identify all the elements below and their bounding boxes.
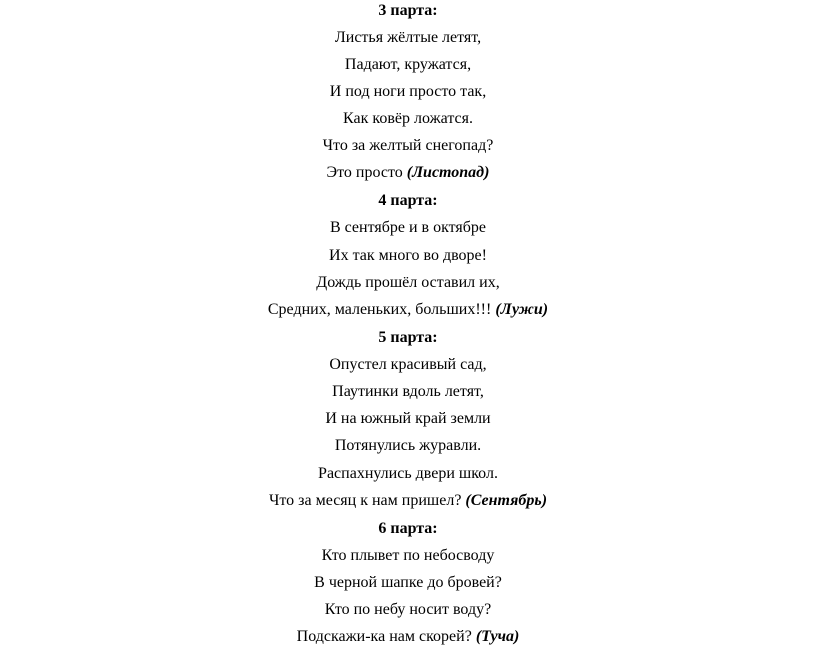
poem-answer-line — [0, 299, 816, 321]
poem-line: Листья жёлтые летят, — [334, 29, 482, 46]
stanza-heading: 6 парта: — [378, 520, 438, 537]
poem-line: Падают, кружатся, — [344, 56, 472, 73]
poem-line: Их так много во дворе! — [329, 247, 487, 264]
poem-line: Кто по небу носит воду? — [324, 601, 492, 618]
stanza-heading: 3 парта: — [378, 2, 438, 19]
poem-line: Что за желтый снегопад? — [322, 137, 494, 154]
poem-line: Как ковёр ложатся. — [343, 110, 473, 127]
poem-line-text: Подскажи-ка нам скорей? — [296, 628, 476, 645]
poem-line-text: Что за месяц к нам пришел? — [268, 492, 466, 509]
poem-line: Паутинки вдоль летят, — [332, 383, 484, 400]
poem-line: В сентябре и в октябре — [329, 219, 487, 236]
poem-line: Потянулись журавли. — [334, 437, 482, 454]
poem-line: В черной шапке до бровей? — [314, 574, 502, 591]
stanza-heading: 4 парта: — [378, 192, 438, 209]
poem-line: И на южный край земли — [325, 410, 491, 427]
riddle-answer: (Лужи) — [495, 301, 549, 318]
poem-line: Опустел красивый сад, — [329, 356, 487, 373]
poem-line-text: Это просто — [326, 164, 407, 181]
poem-line: Кто плывет по небосводу — [321, 547, 495, 564]
poem-line-text: Средних, маленьких, больших!!! — [267, 301, 496, 318]
stanza-heading: 5 парта: — [378, 329, 438, 346]
riddle-answer: (Туча) — [475, 628, 520, 645]
riddle-answer: (Сентябрь) — [465, 492, 548, 509]
poem-answer-line — [0, 490, 816, 512]
poem-line: Распахнулись двери школ. — [318, 465, 498, 482]
poem-line: И под ноги просто так, — [329, 83, 487, 100]
poem-line: Дождь прошёл оставил их, — [316, 274, 500, 291]
riddle-answer: (Листопад) — [406, 164, 490, 181]
poem-answer-line — [0, 626, 816, 648]
poem-answer-line — [0, 162, 816, 184]
